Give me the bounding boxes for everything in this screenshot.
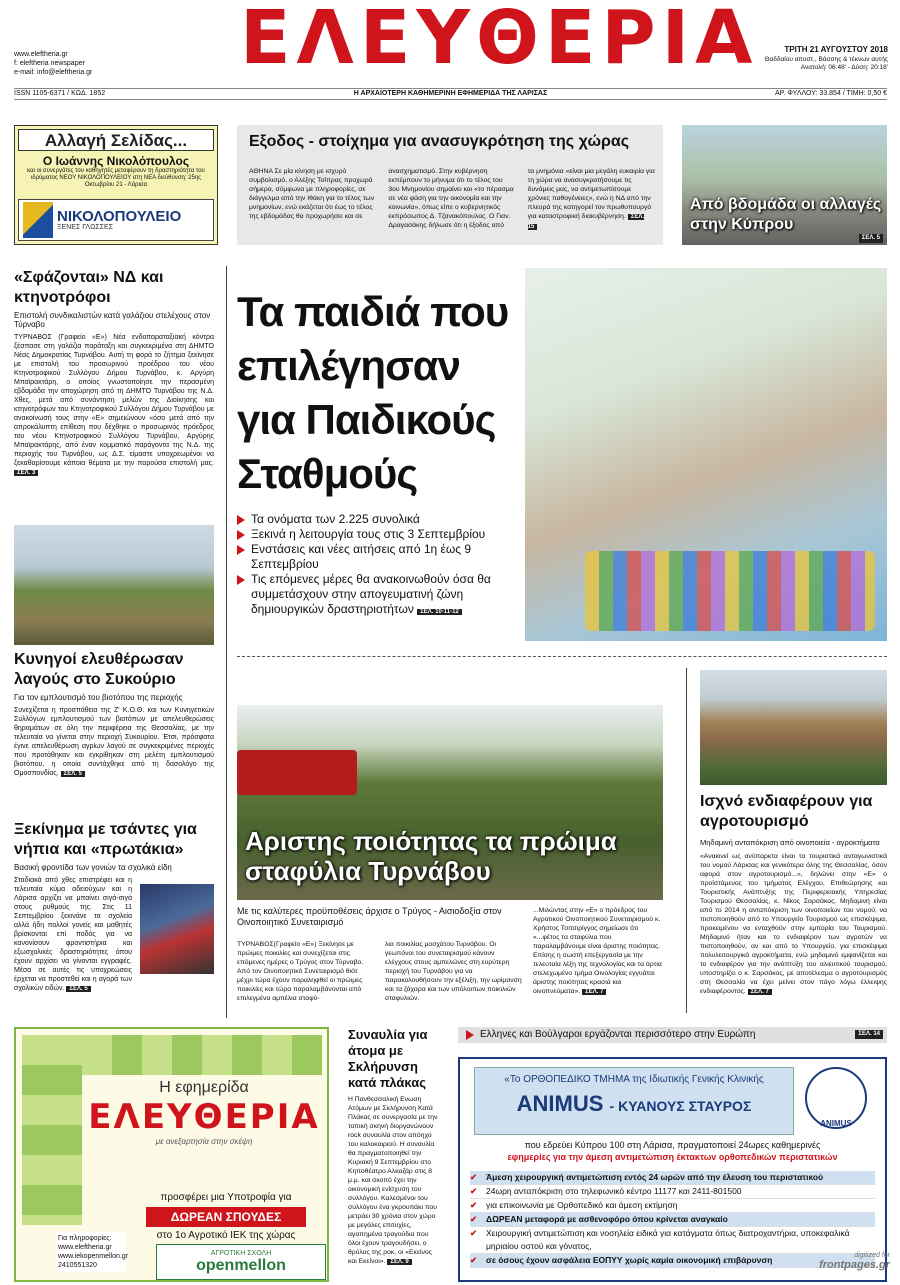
ad-line1: «Το ΟΡΘΟΠΕΔΙΚΟ ΤΜΗΜΑ της Ιδιωτικής Γενικής Κλινικής bbox=[504, 1074, 764, 1085]
issn: ISSN 1105-6371 / ΚΩΔ. 1852 bbox=[14, 90, 106, 97]
animus-logo-icon: ANIMUS bbox=[805, 1067, 867, 1129]
article-title: «Σφάζονται» ΝΔ και κτηνοτρόφοι bbox=[14, 269, 164, 306]
article-title: Κυνηγοί ελευθέρωσαν λαγούς στο Συκούριο bbox=[14, 651, 184, 688]
lead-col-1: ΑΘΗΝΑ Σε μία κίνηση με ισχυρό συμβολισμό, ο Αλέξης Τσίπρας προχωρά σήμερα, σύμφωνα με πληροφορίες, σε διάγγελμα από την Ιθάκη για το τέλος των μνημονίων, ενώ εκάζεται ότι έως το τέλος της εβδομάδας θα προχωρήσει και σε bbox=[249, 168, 375, 220]
list-item: ✔ ΔΩΡΕΑΝ μεταφορά με ασθενοφόρο όπου κρίνεται αναγκαίο bbox=[470, 1213, 875, 1227]
dashed-divider bbox=[237, 656, 887, 657]
ad-brand-block bbox=[84, 1079, 324, 1146]
grapes-col-3: ...Μιλώντας στην «Ε» ο πρόεδρος του Αγροτικού Οινοποιητικού Συνεταιρισμού κ. Χρήστος Τσιτσιρίγγος σημείωσε ότι «...φέτος τα σταφύλια που παραλαμβάνουμε είναι άριστης ποιότητας. Επίσης η σωστή επεξεργασία με την τελευταία λέξη της τεχνολογίας και τα άρτια στελεχωμένο τμήμα Οινολογίας εγγυάται άριστης ποιότητας κρασιά και οινοπνεύματα». ΣΕΛ. 7 bbox=[533, 907, 662, 995]
cyprus-caption: Από βδομάδα οι αλλαγές στην Κύπρου bbox=[690, 196, 882, 233]
bullet-item: Τις επόμενες μέρες θα ανακοινωθούν όσα θα συμμετάσχουν στην απογευματινή ζώνη δημιουργικών δραστηριοτήτων ΣΕΛ. 10-11-12 bbox=[237, 572, 519, 617]
article-body: Η Πανθεσσαλική Ενωση Ατόμων με Σκλήρυνση Κατά Πλάκας σε συνεργασία με την τοπική σκηνή διοργανώνουν rock συναυλία στον απόηχο του καλοκαιριού. Η συναυλία θα πραγματοποιηθεί την Κυριακή 9 Σεπτεμβρίου στο Κηποθέατρο Αλκαζάρ στις 8 μ.μ. και σκοπό έχει την οικονομική ενίσχυση του συλλόγου. Καλεσμένοι του συλλόγου ένα γκρουπάκι που μετράει 30 χρόνια στον χώρο με μεγάλες επιτυχίες, αγαπημένα τραγούδια που όλοι έχουν τραγουδήσει, ο θρύλος της ροκ, οι «Εκείνος και Εκείνοι». ΣΕΛ. 9 bbox=[348, 1096, 438, 1265]
article-subtitle: Βασική φροντίδα των γονιών τα σχολικά είδη bbox=[14, 863, 172, 872]
article-hunters[interactable] bbox=[14, 650, 214, 779]
lead-col-3: τα μνημόνια «είναι μια μεγάλη ευκαιρία για τη χώρα να ανασυγκροτήσουμε τις δυνάμεις μας, να αντιμετωπίσουμε χρόνιες παθογένειες», ενώ η ΝΔ από την πλευρά της κατηγορεί τον πρωθυπουργό για καταστροφική διακυβέρνηση. ΣΕΛ. 15 bbox=[527, 168, 655, 230]
facebook-link[interactable]: f: eleftheria newspaper bbox=[14, 60, 85, 67]
bulgaria-text: Ελληνες και Βούλγαροι εργάζονται περισσότερο στην Ευρώπη bbox=[480, 1029, 756, 1040]
agri-icons-column bbox=[22, 1035, 82, 1225]
list-item: ✔ Άμεση χειρουργική αντιμετώπιση εντός 24 ωρών από την έλευση του περιστατικού bbox=[470, 1171, 875, 1185]
article-title: Ξεκίνημα με τσάντες για νήπια και «πρωτάκια» bbox=[14, 821, 197, 858]
article-farmers[interactable] bbox=[14, 268, 214, 478]
ad-brand-box bbox=[18, 199, 214, 241]
article-body: Σταδιακά από χθες επιστρέφει και η τελευταία κύμα αδειούχων και η Λάρισα αρχίζει να μπαίνει σιγά-σιγά στους ρυθμούς της. Στις 11 Σεπτεμβρίου ξεκινάνε τα σχολεία αλλά ήδη πολλοί γονείς και μαθητές βρίσκονται επί ποδός για να κανονίσουν φροντιστήρια και εξωσχολικές δραστηριότητες όπου έχουν αρχίσει να γίνονται εγγραφές. Μέσα σε αυτές τις υποχρεώσεις έρχεται να προστεθεί και η αγορά των σχολικών ειδών. ΣΕΛ. 5 bbox=[14, 877, 132, 992]
free-studies-banner: ΔΩΡΕΑΝ ΣΠΟΥΔΕΣ bbox=[146, 1207, 306, 1227]
ad-tagline: με ανεξαρτησία στην σκέψη bbox=[155, 1137, 253, 1146]
page-ref: ΣΕΛ. 5 bbox=[61, 771, 85, 777]
page-ref: ΣΕΛ. 5 bbox=[66, 986, 90, 992]
header-date-block bbox=[760, 46, 888, 72]
main-headline[interactable]: Τα παιδιά που επιλέγησαν για Παιδικούς Σταθμούς bbox=[237, 288, 509, 497]
ad-offers: προσφέρει μια Υποτροφία για bbox=[160, 1192, 292, 1203]
email-link[interactable]: e-mail: info@eleftheria.gr bbox=[14, 69, 93, 76]
grapes-subtitle: Με τις καλύτερες προϋποθέσεις άρχισε ο Τρύγος - Αισιοδοξία στον Οινοποιητικό Συνεταιρισμό bbox=[237, 906, 502, 927]
hunters-photo bbox=[14, 525, 214, 645]
article-title: Συναυλία για άτομα με Σκλήρυνση κατά πλάκας bbox=[348, 1027, 428, 1090]
page-ref: ΣΕΛ. 10-11-12 bbox=[417, 609, 462, 615]
list-item: ✔ για επικοινωνία με Ορθοπεδικό και άμεση εκτίμηση bbox=[470, 1199, 875, 1213]
lead-story[interactable] bbox=[237, 125, 663, 245]
bulgaria-strip[interactable] bbox=[458, 1027, 887, 1043]
ad-brand: ΝΙΚΟΛΟΠΟΥΛΕΙΟ bbox=[57, 208, 182, 225]
article-school-bags[interactable] bbox=[14, 820, 214, 994]
page-ref: ΣΕΛ. 14 bbox=[855, 1030, 883, 1039]
cyprus-photo-story[interactable] bbox=[682, 125, 887, 245]
ad-name: Ο Ιωάννης Νικολόπουλος bbox=[42, 154, 190, 168]
grapes-col-1: ΤΥΡΝΑΒΟΣ(Γραφείο «Ε») Ξεκίνησε με πρώιμες ποικιλίες και συνεχίζεται στις επόμενες ημέρες ο Τρύγος στον Τύρναβο. Από τον Οινοποιητικό Συνεταιρισμό θιότ μέχρι τώρα έχουν παραληφθεί οι πρώιμες ποικιλίες και τώρα παραλαμβάνονται από επιλεγμένα αμπέλια σταφύ- bbox=[237, 941, 364, 1002]
lead-col-2: ανασχηματισμό. Στην κυβέρνηση εκπέμπουν το μήνυμα ότι το τέλος του 3ου Μνημονίου σημαίνει και «το πέρασμα σε νέα φάση για την οικονομία και την κοινωνία», όπως είπε ο κυβερνητικός εκπρόσωπος Δ. Τζανακόπουλος. Ο Γιαν. Δραγασάκης δήλωσε ότι η έξοδος από bbox=[388, 168, 514, 229]
column-divider bbox=[226, 266, 227, 1018]
ad-text: και οι συνεργάτες του καθηγητές μεταφέρουν τη δραστηριότητα του ιδρύματος ΝΕΟΥ ΝΙΚΟΛΟΠΟΥΛΕΙΟΥ στη ΝΕΑ διεύθυνση: 25ης Οκτωβρίου 21 - Λάρισα bbox=[27, 168, 205, 188]
watermark: digitized for frontpages.gr bbox=[819, 1252, 890, 1271]
school-logo: ΑΓΡΟΤΙΚΗ ΣΧΟΛΗ openmellon bbox=[156, 1244, 326, 1280]
agro-subtitle: Μηδαμινή ανταπόκριση από οινοποιεία - αγροκτήματα bbox=[700, 838, 880, 847]
grapes-photo-story[interactable] bbox=[237, 705, 663, 900]
grapes-headline: Αριστης ποιότητας τα πρώιμα σταφύλια Τυρνάβου bbox=[245, 826, 617, 886]
page-ref: ΣΕΛ. 7 bbox=[748, 989, 772, 995]
list-item: ✔ 24ωρη ανταπόκριση στο τηλεφωνικό κέντρο 11177 και 2411-801500 bbox=[470, 1185, 875, 1199]
page-ref: ΣΕΛ. 5 bbox=[859, 234, 883, 243]
ad-info: Για πληροφορίες: www.eleftheria.gr www.iekopenmellon.gr 2410551320 bbox=[56, 1232, 126, 1272]
main-bullets bbox=[237, 512, 519, 617]
truck-graphic bbox=[237, 750, 357, 795]
bullet-item: Ξεκινά η λειτουργία τους στις 3 Σεπτεμβρίου bbox=[237, 527, 519, 542]
header-contacts bbox=[14, 50, 92, 77]
agrotourism-photo bbox=[700, 670, 887, 785]
lead-title: Εξοδος - στοίχημα για ανασυγκρότηση της χώρας bbox=[249, 133, 630, 150]
grapes-body bbox=[237, 940, 523, 1003]
issue-date: ΤΡΙΤΗ 21 ΑΥΓΟΥΣΤΟΥ 2018 bbox=[784, 45, 888, 54]
ad-name: ANIMUS - ΚΥΑΝΟΥΣ ΣΤΑΥΡΟΣ bbox=[516, 1091, 752, 1116]
list-item: ✔ σε όσους έχουν ασφάλεια ΕΟΠΥΥ χωρίς καμία οικονομική επιβάρυνση bbox=[470, 1254, 875, 1268]
masthead-logo: ΕΛΕΥΘΕΡΙΑ bbox=[240, 0, 759, 81]
article-concert[interactable] bbox=[348, 1027, 438, 1267]
ad-header bbox=[474, 1067, 794, 1135]
ad-animus[interactable] bbox=[458, 1057, 887, 1282]
article-body: Συνεχίζεται η προσπάθεια της Ζ' Κ.Ο.Θ. και των Κυνηγετικών Συλλόγων εμπλουτισμού των βιοτόπων με απελευθερώσεις θηραμάτων σε όλη την περιφέρεια της Θεσσαλίας, με την τελευταία να γίνεται στην περιοχή Συκουρίου. Έτσι, πρόσφατα έγινε απελευθέρωση αγρίων λαγού σε συγκεκριμένες περιοχές που προτάθηκαν και εγκρίθηκαν στη μελέτη εμπλουτισμού βιοτόπου, η οποία συντάχθηκε από τη δασολόγο της Ομοσπονδίας. ΣΕΛ. 5 bbox=[14, 707, 214, 777]
grapes-col-2: λια ποικιλίας μοσχάτου Τυρνάβου. Οι γεωπόνοι του συνεταιρισμού κάνουν ελέγχους στους αμπελώνες στη ευρύτερη περιοχή του Τυρνάβου για να παρακολουθήσουν την εξέλιξη, την ωρίμανση και τα ζάχαρα και των υπόλοιπων ποικιλιών σταφυλιών. bbox=[385, 941, 522, 1002]
ad-title: Αλλαγή Σελίδας... bbox=[18, 129, 214, 151]
kindergarten-photo bbox=[525, 268, 887, 641]
page-ref: ΣΕΛ. 9 bbox=[387, 1259, 411, 1265]
name-day: Θαδδαίου αποστ., Βάσσης & τέκνων αυτής bbox=[764, 56, 888, 63]
bullet-item: Ενστάσεις και νέες αιτήσεις από 1η έως 9 Σεπτεμβρίου bbox=[237, 542, 519, 572]
toy-blocks-graphic bbox=[585, 551, 875, 631]
article-body: ΤΥΡΝΑΒΟΣ (Γραφείο «Ε») Νέα ενδοπαραταξιακή κόντρα ξέσπασε στη γαλάζια παράταξη και συγκεκριμένα στη ΔΗΜΤΟ Νέας Δημοκρατίας Τυρνάβου. Αυτή τη φορά το ζήτημα ξεκίνησε με επιστολή του προσωρινού προέδρου του νέου Κτηνοτροφικού Συλλόγου Δήμου Τυρνάβου, κ. Αργύρη Μπαϊρακτάρη, ο οποίος γνωστοποίησε την περασμένη εβδομάδα την αποχώρηση από τη ΔΗΜΤΟ Τυρνάβου της Ν.Δ. Χθες, μετά από συνάντηση μελών της Διοίκησης και κτηνοτρόφων του Κτηνοτροφικού Συλλόγου Δήμου Τυρνάβου με ανακοίνωσή τους στην «Ε» σημειώνουν «όσο μετά από την απροκάλυπτη επίθεση που δέχθηκε ο προσωρινός πρόεδρος του νέου Κτηνοτροφικού Συλλόγου Τυρνάβου, Αργύρης Μπαϊρακτάρης, από έναν κομματικό παράγοντα της Ν.Δ. της περιοχής του Τυρνάβου, ως Δ.Σ. είμαστε υποχρεωμένοι να ξεκαθαρίσουμε κάποια θέματα με την παρούσα επιστολή μας. ΣΕΛ. 3 bbox=[14, 334, 214, 476]
agro-title[interactable]: Ισχνό ενδιαφέρουν για αγροτουρισμό bbox=[700, 793, 873, 830]
ad-name: ΕΛΕΥΘΕΡΙΑ bbox=[88, 1097, 320, 1137]
tagline: Η ΑΡΧΑΙΟΤΕΡΗ ΚΑΘΗΜΕΡΙΝΗ ΕΦΗΜΕΡΙΔΑ ΤΗΣ ΛΑΡΙΣΑΣ bbox=[353, 90, 548, 97]
list-item: ✔ Χειρουργική αντιμετώπιση και νοσηλεία ειδικά για κατάγματα όπως διατροχαντήρια, υποκεφαλικά μηριαίου οστού και γόνατος, bbox=[470, 1227, 875, 1254]
sunrise-sunset: Ανατολή: 06:48' - Δύση: 20:18' bbox=[800, 64, 888, 71]
ad-brand-sub: ΞΕΝΕΣ ΓΛΩΣΣΕΣ bbox=[57, 224, 113, 231]
article-subtitle: Επιστολή συνδικαλιστών κατά γαλάζιου στελέχους στον Τύρναβο bbox=[14, 311, 211, 329]
agro-body: «Ανακινεί ως ανύπαρκτα είναι τα τουριστικά ανταγωνιστικά του νομού Λάρισας και γενικότερα όλης της Θεσσαλίας, όσον αφορά στον αγροτουρισμό...», δηλώνει στην «Ε» ο προϊστάμενος του τμήματος Ελέγχου, Επιθεώρησης και Τουριστικής Ανάπτυξης της Περιφερειακής Υπηρεσίας Τουρισμού Θεσσαλίας, κ. Νίκος Σαρσάκος. Μηδαμινή είναι από το 2014 η ανταπόκριση των οινοποιείων του νομού, να πιστοποιηθούν από το Υπουργείο Τουρισμού ως επισκέψιμα, προκειμένου να ενταχθούν στην εμπορία του Τουρισμού. Μηδαμινό ήταν και το ενδιαφέρον των αγροτών να πιστοποιηθούν, αν και από το Υπουργείο, για επισκέψιμα πολυλειτουργικά αγροκτήματα, ενώ μηδαμινό εμφανίζεται και το ενδιαφέρον για την ανάπτυξη του αλιευτικού τουρισμού, υποστηρίζει ο κ. Σαρσάκος, με αποτέλεσμα ο αγροτουρισμός στη Θεσσαλία να έχει μείνει στον πάγο λόγω έλλειψης ενδιαφέροντος. ΣΕΛ. 7 bbox=[700, 853, 887, 995]
website-link[interactable]: www.eleftheria.gr bbox=[14, 51, 68, 58]
ad-iek: στο 1ο Αγροτικό ΙΕΚ της χώρας bbox=[156, 1230, 296, 1241]
page-ref: ΣΕΛ. 7 bbox=[582, 989, 606, 995]
page-ref: ΣΕΛ. 3 bbox=[14, 470, 38, 476]
ad-nikolopouleio[interactable] bbox=[14, 125, 218, 245]
info-bar bbox=[14, 88, 887, 100]
bullet-item: Τα ονόματα των 2.225 συνολικά bbox=[237, 512, 519, 527]
school-logo-icon bbox=[23, 202, 53, 238]
article-subtitle: Για τον εμπλουτισμό του βιοτόπου της περιοχής bbox=[14, 693, 183, 702]
issue-number: ΑΡ. ΦΥΛΛΟΥ: 33.854 / ΤΙΜΗ: 0,50 € bbox=[774, 90, 887, 97]
ad-mid: που εδρεύει Κύπρου 100 στη Λάρισα, πραγματοποιεί 24ωρες καθημερινές εφημερίες για την άμεση αντιμετώπιση έκτακτων ορθοπεδικών περιστατικών bbox=[507, 1140, 838, 1162]
agri-icons-row bbox=[82, 1035, 322, 1075]
page-ref: ΣΕΛ. 15 bbox=[527, 214, 645, 230]
ad-small: Η εφημερίδα bbox=[159, 1079, 249, 1096]
school-bags-photo bbox=[140, 884, 214, 974]
column-divider bbox=[686, 668, 687, 1013]
ad-scholarship[interactable] bbox=[14, 1027, 329, 1282]
